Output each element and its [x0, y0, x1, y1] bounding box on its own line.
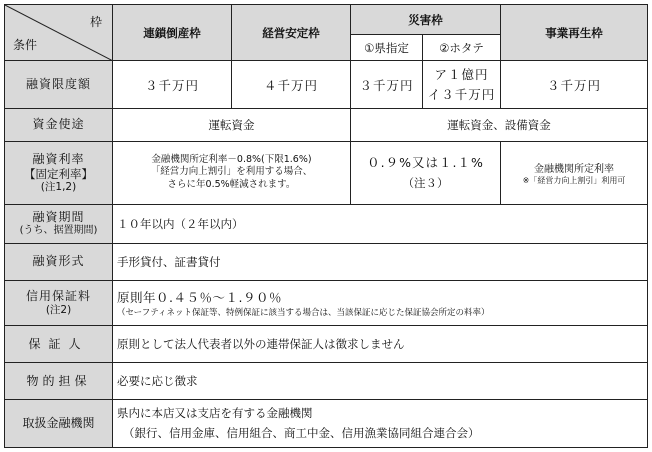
riritsu-right-line1: 金融機関所定利率 — [534, 163, 614, 175]
riritsu-middle-line2: （注３） — [402, 175, 449, 190]
row-tanpo — [5, 363, 648, 400]
keishiki-value: 手形貸付、証書貸付 — [113, 243, 648, 280]
shito-left: 運転資金 — [113, 109, 351, 142]
col-header-saisei: 事業再生枠 — [501, 5, 648, 61]
col-header-saigai-ken: ①県指定 — [351, 35, 423, 61]
row-kinyu — [5, 400, 648, 448]
riritsu-left-line2: 「経営力向上割引」を利用する場合、 — [150, 166, 313, 178]
label-kikan-sub: (うち、据置期間) — [19, 225, 98, 237]
label-riritsu-main: 融資利率 — [32, 151, 85, 166]
riritsu-left — [113, 141, 351, 204]
col-header-rensa: 連鎖倒産枠 — [113, 5, 232, 61]
label-gendo: 融資限度額 — [5, 61, 113, 109]
col-header-saigai: 災害枠 — [351, 5, 501, 35]
kinyu-line1: 県内に本店又は支店を有する金融機関 — [117, 406, 313, 421]
gendo-saigai-ken: ３千万円 — [351, 61, 423, 109]
label-riritsu — [5, 141, 113, 204]
shito-right: 運転資金、設備資金 — [351, 109, 648, 142]
hoshoryo-note: （セーフティネット保証等、特例保証に該当する場合は、当該保証に応じた保証協会所定の料率） — [117, 308, 490, 319]
row-hoshoryo — [5, 280, 648, 326]
riritsu-right — [501, 141, 648, 204]
riritsu-middle — [351, 141, 501, 204]
label-kinyu: 取扱金融機関 — [5, 400, 113, 448]
tanpo-value: 必要に応じ徴求 — [113, 363, 648, 400]
riritsu-left-line3: さらに年0.5%軽減されます。 — [167, 179, 296, 191]
gendo-saigai-hotate — [423, 61, 501, 109]
row-kikan — [5, 204, 648, 243]
corner-label-waku: 枠 — [89, 15, 102, 29]
row-keishiki — [5, 243, 648, 280]
hoshonin-value: 原則として法人代表者以外の連帯保証人は徴求しません — [113, 326, 648, 363]
loan-conditions-table — [4, 4, 648, 448]
col-header-keiei: 経営安定枠 — [232, 5, 351, 61]
riritsu-left-line1: 金融機関所定利率－0.8%(下限1.6%) — [151, 153, 312, 165]
label-riritsu-note: (注1,2) — [40, 180, 77, 193]
gendo-rensa: ３千万円 — [113, 61, 232, 109]
label-hoshoryo-main: 信用保証料 — [25, 288, 91, 303]
label-keishiki: 融資形式 — [5, 243, 113, 280]
row-shito — [5, 109, 648, 142]
label-hoshoryo-sub: (注2) — [45, 303, 72, 316]
header-corner-cell — [5, 5, 113, 61]
label-kikan-main: 融資期間 — [32, 210, 85, 225]
label-hoshonin: 保証人 — [5, 326, 113, 363]
kinyu-line2: （銀行、信用金庫、信用組合、商工中金、信用漁業協同組合連合会） — [123, 425, 480, 440]
hoshoryo-cell — [113, 280, 648, 326]
row-riritsu — [5, 141, 648, 204]
header-row — [5, 5, 648, 35]
label-tanpo: 物的担保 — [5, 363, 113, 400]
label-hoshoryo — [5, 280, 113, 326]
gendo-saisei: ３千万円 — [501, 61, 648, 109]
riritsu-middle-line1: ０.９%又は１.１% — [367, 155, 484, 171]
riritsu-right-line2: ※「経営力向上割引」利用可 — [522, 175, 626, 185]
row-hoshonin — [5, 326, 648, 363]
label-shito: 資金使途 — [5, 109, 113, 142]
col-header-saigai-hotate: ②ホタテ — [423, 35, 501, 61]
row-gendo — [5, 61, 648, 109]
corner-label-joken: 条件 — [13, 38, 38, 53]
kikan-value: １０年以内（２年以内） — [113, 204, 648, 243]
hoshoryo-value: 原則年０.４５％～１.９０％ — [117, 290, 282, 306]
gendo-keiei: ４千万円 — [232, 61, 351, 109]
gendo-hotate-a: ア１億円 — [434, 67, 489, 83]
label-riritsu-sub: 【固定利率】 — [24, 166, 93, 181]
kinyu-cell — [113, 400, 648, 448]
gendo-hotate-b: イ３千万円 — [427, 86, 496, 102]
label-kikan — [5, 204, 113, 243]
